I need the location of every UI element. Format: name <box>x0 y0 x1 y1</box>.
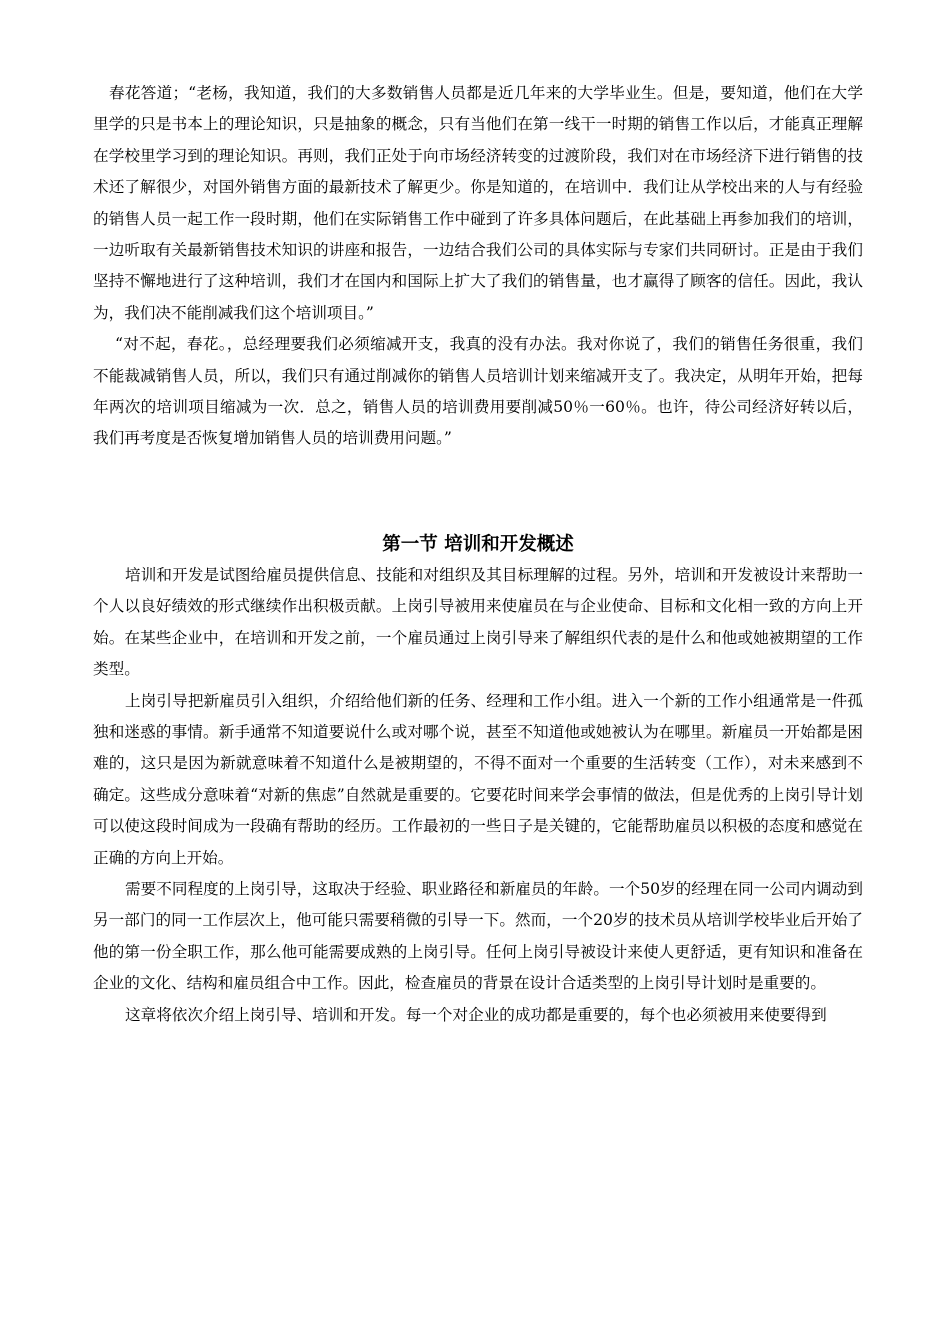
section-spacer <box>93 455 863 530</box>
section-paragraph-4: 这章将依次介绍上岗引导、培训和开发。每一个对企业的成功都是重要的，每个也必须被用来使要得到 <box>125 1005 827 1024</box>
document-page <box>93 78 863 1031</box>
dialogue-paragraph-2: “对不起，春花。，总经理要我们必须缩减开支，我真的没有办法。我对你说了，我们的销售任务很重，我们不能裁减销售人员，所以，我们只有通过削减你的销售人员培训计划来缩减开支了。我决定，从明年开始，把每年两次的培训项目缩减为一次．总之，销售人员的培训费用要削减50％一60％。也许，待公司经济好转以后，我们再考度是否恢复增加销售人员的培训费用问题。” <box>93 335 863 448</box>
section-paragraph-3: 需要不同程度的上岗引导，这取决于经验、职业路径和新雇员的年龄。一个50岁的经理在同一公司内调动到另一部门的同一工作层次上，他可能只需要稍微的引导一下。然而，一个20岁的技术员从培训学校毕业后开始了他的第一份全职工作，那么他可能需要成熟的上岗引导。任何上岗引导被设计来使人更舒适，更有知识和准备在企业的文化、结构和雇员组合中工作。因此，检查雇员的背景在设计合适类型的上岗引导计划时是重要的。 <box>93 879 863 993</box>
section-paragraph-1: 培训和开发是试图给雇员提供信息、技能和对组织及其目标理解的过程。另外，培训和开发被设计来帮助一个人以良好绩效的形式继续作出积极贡献。上岗引导被用来使雇员在与企业使命、目标和文化相一致的方向上开始。在某些企业中，在培训和开发之前，一个雇员通过上岗引导来了解组织代表的是什么和他或她被期望的工作类型。 <box>93 565 863 679</box>
dialogue-paragraph-1: 春花答道；“老杨，我知道，我们的大多数销售人员都是近几年来的大学毕业生。但是，要知道，他们在大学里学的只是书本上的理论知识，只是抽象的概念，只有当他们在第一线干一时期的销售工作以后，才能真正理解在学校里学习到的理论知识。再则，我们正处于向市场经济转变的过渡阶段，我们对在市场经济下进行销售的技术还了解很少，对国外销售方面的最新技术了解更少。你是知道的，在培训中．我们让从学校出来的人与有经验的销售人员一起工作一段时期，他们在实际销售工作中碰到了许多具体问题后，在此基础上再参加我们的培训，一边听取有关最新销售技术知识的讲座和报告，一边结合我们公司的具体实际与专家们共同研讨。正是由于我们坚持不懈地进行了这种培训，我们才在国内和国际上扩大了我们的销售量，也才赢得了顾客的信任。因此，我认为，我们决不能削减我们这个培训项目。” <box>93 84 863 322</box>
section-paragraph-2: 上岗引导把新雇员引入组织，介绍给他们新的任务、经理和工作小组。进入一个新的工作小组通常是一件孤独和迷惑的事情。新手通常不知道要说什么或对哪个说，甚至不知道他或她被认为在哪里。新雇员一开始都是困难的，这只是因为新就意味着不知道什么是被期望的，不得不面对一个重要的生活转变（工作），对未来感到不确定。这些成分意味着“对新的焦虑”自然就是重要的。它要花时间来学会事情的做法，但是优秀的上岗引导计划可以使这段时间成为一段确有帮助的经历。工作最初的一些日子是关键的，它能帮助雇员以积极的态度和感觉在正确的方向上开始。 <box>93 691 863 867</box>
section-title: 第一节 培训和开发概述 <box>382 533 574 555</box>
